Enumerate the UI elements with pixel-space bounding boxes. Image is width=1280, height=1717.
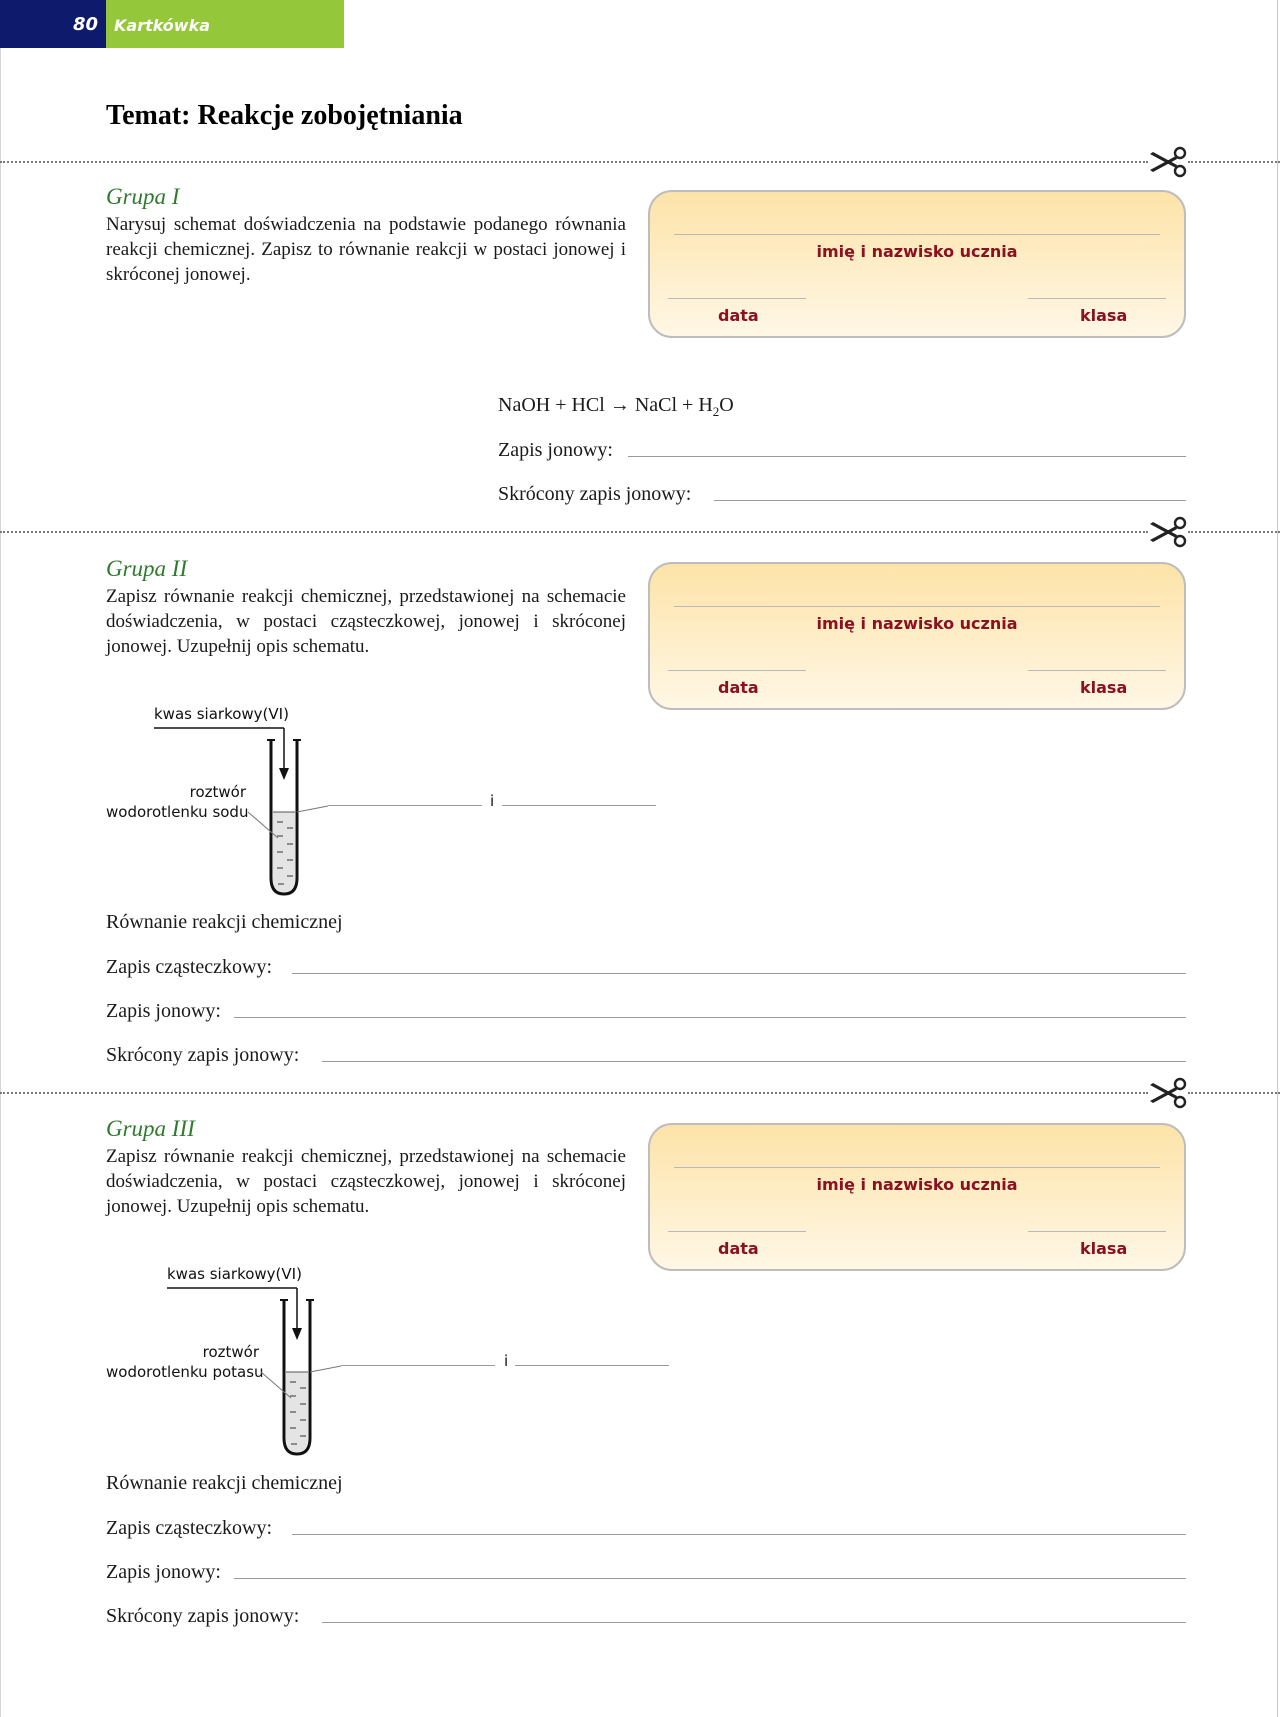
class-label: klasa xyxy=(1080,678,1128,697)
scissors-icon xyxy=(1148,1077,1188,1109)
student-info-card xyxy=(648,190,1186,338)
scissors-icon xyxy=(1148,516,1188,548)
solution-label: roztwór xyxy=(189,783,246,801)
molecular-label: Zapis cząsteczkowy: xyxy=(106,956,273,978)
solution-label: wodorotlenku sodu xyxy=(106,803,249,821)
page-title: Temat: Reakcje zobojętniania xyxy=(106,100,463,131)
group-title: Grupa III xyxy=(106,1116,195,1141)
acid-label: kwas siarkowy(VI) xyxy=(167,1265,302,1283)
solution-label: wodorotlenku potasu xyxy=(106,1363,264,1381)
acid-label: kwas siarkowy(VI) xyxy=(154,705,289,723)
group-title: Grupa II xyxy=(106,556,188,581)
ionic-label: Zapis jonowy: xyxy=(106,1561,221,1583)
solution-label: roztwór xyxy=(202,1343,259,1361)
date-line[interactable] xyxy=(668,1231,806,1232)
task-text: Narysuj schemat doświadczenia na podstawie podanego równania reakcji chemicznej. Zapisz to równanie reakcji w postaci jonowej i skróconej jonowej. xyxy=(106,214,626,285)
page-number: 80 xyxy=(72,14,98,35)
diagram-answer-line[interactable] xyxy=(502,805,656,806)
ionic-answer-line[interactable] xyxy=(628,456,1186,457)
date-label: data xyxy=(718,678,759,697)
student-info-card xyxy=(648,1123,1186,1271)
date-line[interactable] xyxy=(668,298,806,299)
equation-lhs: NaOH + HCl xyxy=(498,394,605,416)
ionic-label: Zapis jonowy: xyxy=(498,439,613,461)
class-line[interactable] xyxy=(1028,298,1166,299)
equation-heading: Równanie reakcji chemicznej xyxy=(106,1472,343,1494)
chemical-equation xyxy=(498,394,734,420)
cut-line xyxy=(0,161,1148,163)
class-label: klasa xyxy=(1080,1239,1128,1258)
short-ionic-label: Skrócony zapis jonowy: xyxy=(106,1044,300,1066)
task-text: Zapisz równanie reakcji chemicznej, przedstawionej na schemacie doświadczenia, w postaci cząsteczkowej, jonowej i skróconej jonowej. Uzupełnij opis schematu. xyxy=(106,1146,626,1217)
cut-line xyxy=(0,1092,1148,1094)
page-edge xyxy=(1277,0,1278,1717)
cut-line xyxy=(1188,1092,1280,1094)
and-label: i xyxy=(504,1352,509,1370)
short-ionic-answer-line[interactable] xyxy=(322,1622,1186,1623)
scissors-icon xyxy=(1148,146,1188,178)
section-label: Kartkówka xyxy=(114,16,211,35)
diagram-answer-line[interactable] xyxy=(328,805,482,806)
class-line[interactable] xyxy=(1028,1231,1166,1232)
name-label: imię i nazwisko ucznia xyxy=(816,614,1018,633)
equation-rhs-end: O xyxy=(719,394,734,416)
date-label: data xyxy=(718,306,759,325)
test-tube-diagram xyxy=(163,1280,363,1460)
date-label: data xyxy=(718,1239,759,1258)
short-ionic-answer-line[interactable] xyxy=(714,500,1186,501)
ionic-answer-line[interactable] xyxy=(234,1017,1186,1018)
ionic-answer-line[interactable] xyxy=(234,1578,1186,1579)
molecular-answer-line[interactable] xyxy=(292,1534,1186,1535)
and-label: i xyxy=(490,792,495,810)
class-line[interactable] xyxy=(1028,670,1166,671)
equation-rhs: NaCl + H xyxy=(634,394,713,416)
ionic-label: Zapis jonowy: xyxy=(106,1000,221,1022)
section-tab xyxy=(106,0,344,48)
name-line[interactable] xyxy=(674,234,1160,235)
molecular-label: Zapis cząsteczkowy: xyxy=(106,1517,273,1539)
diagram-answer-line[interactable] xyxy=(515,1365,669,1366)
cut-line xyxy=(1188,531,1280,533)
student-info-card xyxy=(648,562,1186,710)
name-line[interactable] xyxy=(674,606,1160,607)
class-label: klasa xyxy=(1080,306,1128,325)
cut-line xyxy=(0,531,1148,533)
name-label: imię i nazwisko ucznia xyxy=(816,1175,1018,1194)
name-line[interactable] xyxy=(674,1167,1160,1168)
name-label: imię i nazwisko ucznia xyxy=(816,242,1018,261)
group-title: Grupa I xyxy=(106,184,180,209)
diagram-answer-line[interactable] xyxy=(341,1365,495,1366)
cut-line xyxy=(1188,161,1280,163)
molecular-answer-line[interactable] xyxy=(292,973,1186,974)
reaction-arrow: → xyxy=(609,394,630,416)
page-number-tab xyxy=(0,0,106,48)
short-ionic-label: Skrócony zapis jonowy: xyxy=(106,1605,300,1627)
test-tube-diagram xyxy=(150,720,350,900)
page-edge-left xyxy=(0,48,1,1717)
short-ionic-label: Skrócony zapis jonowy: xyxy=(498,483,692,505)
subscript: 2 xyxy=(712,404,720,419)
short-ionic-answer-line[interactable] xyxy=(322,1061,1186,1062)
task-text: Zapisz równanie reakcji chemicznej, przedstawionej na schemacie doświadczenia, w postaci cząsteczkowej, jonowej i skróconej jonowej. Uzupełnij opis schematu. xyxy=(106,586,626,657)
equation-heading: Równanie reakcji chemicznej xyxy=(106,911,343,933)
date-line[interactable] xyxy=(668,670,806,671)
